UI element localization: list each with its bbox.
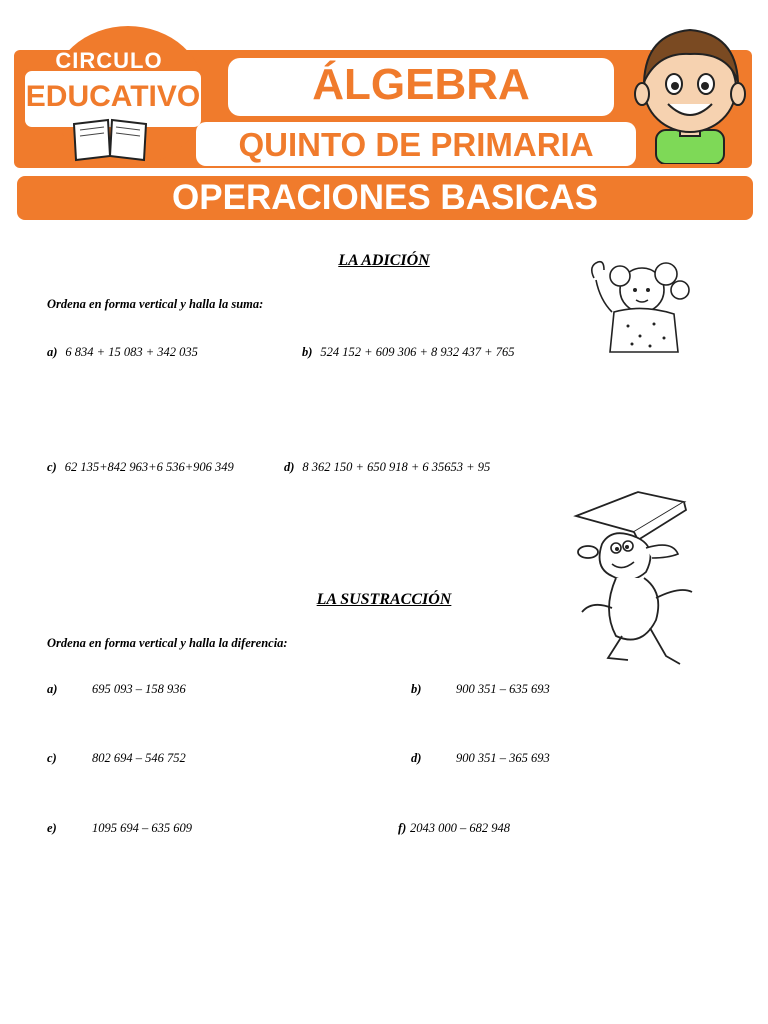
subtraction-label-f: f) [398, 821, 407, 835]
item-expression: 62 135+842 963+6 536+906 349 [64, 460, 234, 474]
subtraction-label-b: b) [411, 682, 422, 696]
addition-item-c [47, 458, 234, 476]
subtraction-label-a: a) [47, 682, 58, 696]
subtraction-expression-f: 2043 000 – 682 948 [410, 821, 510, 835]
page-title: ÁLGEBRA [312, 60, 530, 109]
addition-item-d [284, 458, 490, 476]
logo-text-bottom: EDUCATIVO [25, 80, 201, 113]
subtraction-label-e: e) [47, 821, 57, 835]
subtraction-expression-e: 1095 694 – 635 609 [92, 821, 192, 835]
boy-mascot-icon [628, 22, 752, 164]
addition-item-a [47, 343, 198, 361]
subtraction-expression-b: 900 351 – 635 693 [456, 682, 550, 696]
item-label: b) [302, 345, 313, 359]
item-expression: 6 834 + 15 083 + 342 035 [65, 345, 198, 359]
subtraction-label-c: c) [47, 751, 57, 765]
banner-title: OPERACIONES BASICAS [172, 178, 598, 217]
subtraction-expression-a: 695 093 – 158 936 [92, 682, 186, 696]
page-subtitle: QUINTO DE PRIMARIA [238, 126, 594, 163]
subtraction-expression-c: 802 694 – 546 752 [92, 751, 186, 765]
book-icon [72, 116, 148, 162]
addition-item-b [302, 343, 514, 361]
subtraction-label-d: d) [411, 751, 422, 765]
item-expression: 524 152 + 609 306 + 8 932 437 + 765 [320, 345, 515, 359]
logo-text-top: CIRCULO [55, 48, 163, 73]
item-label: d) [284, 460, 295, 474]
subtraction-heading: LA SUSTRACCIÓN [316, 591, 452, 608]
item-label: c) [47, 460, 57, 474]
subtraction-expression-d: 900 351 – 365 693 [456, 751, 550, 765]
subtraction-instruction: Ordena en forma vertical y halla la diferencia: [47, 636, 288, 650]
addition-heading: LA ADICIÓN [338, 252, 430, 269]
item-expression: 8 362 150 + 650 918 + 6 35653 + 95 [302, 460, 491, 474]
dog-with-book-icon [572, 488, 702, 672]
item-label: a) [47, 345, 58, 359]
girl-waving-icon [580, 256, 700, 356]
addition-instruction: Ordena en forma vertical y halla la suma: [47, 297, 264, 311]
